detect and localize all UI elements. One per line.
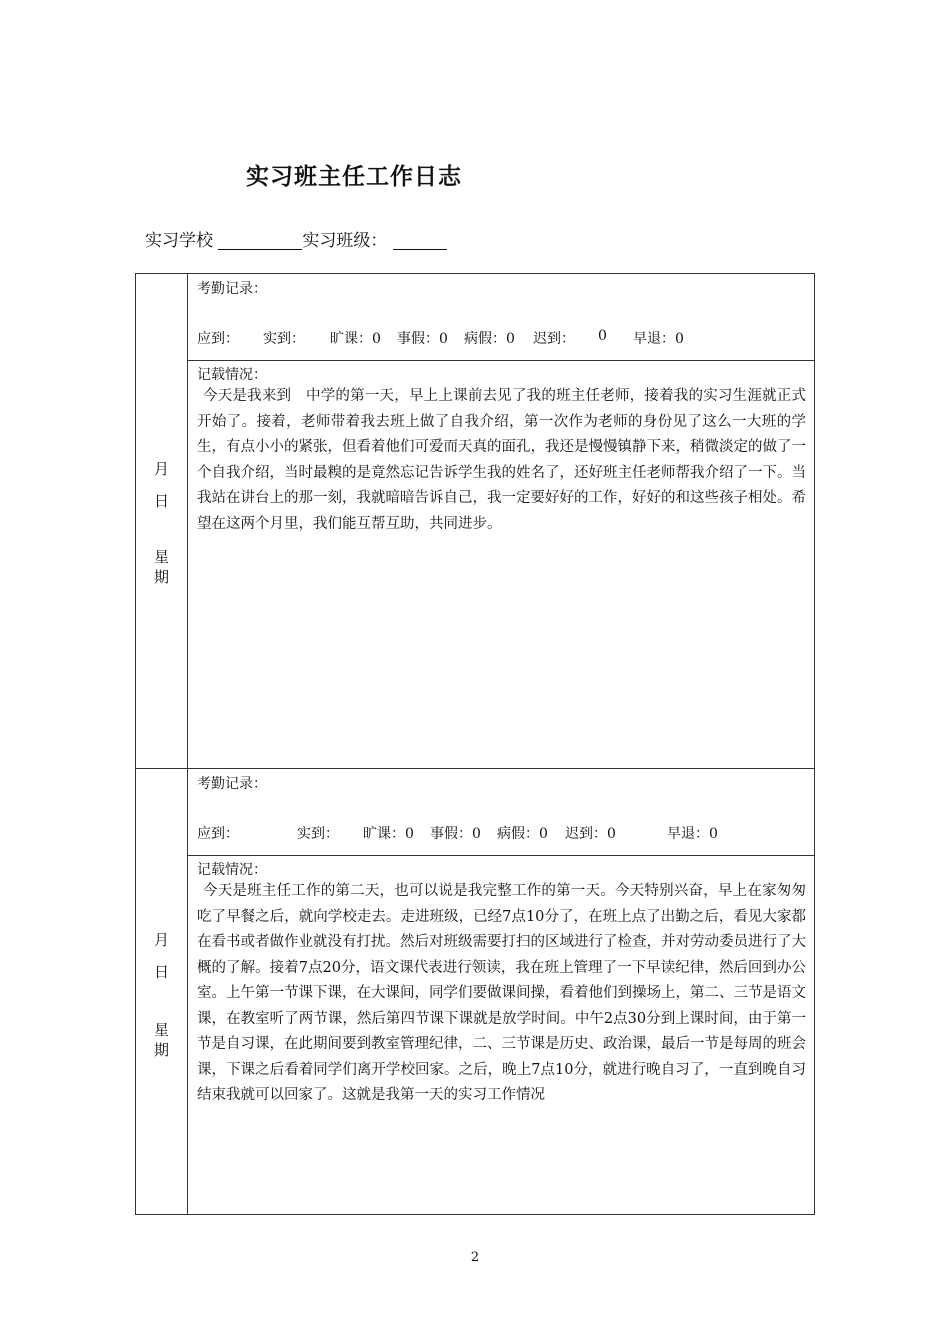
attendance-late: 迟到：0: [565, 826, 616, 842]
record-text: 今天是我来到 中学的第一天，早上上课前去见了我的班主任老师，接着我的实习生涯就正式开始了。接着，老师带着我去班上做了自我介绍，第一次作为老师的身份见了这么一大班的学生，有点小小的紧张，但看着他们可爱而天真的面孔，我还是慢慢镇静下来，稍微淡定的做了一个自我介绍，当时最糗的是竟然忘记告诉学生我的姓名了，还好班主任老师帮我介绍了一下。当我站在讲台上的那一刻，我就暗暗告诉自己，我一定要好好的工作，好好的和这些孩子相处。希望在这两个月里，我们能互帮互助，共同进步。: [197, 388, 806, 532]
attendance-sick-leave: 病假：0: [464, 331, 515, 347]
month-label: 月: [153, 931, 169, 949]
day-label: 日: [153, 963, 169, 981]
attendance-expected: 应到：: [197, 331, 239, 347]
class-blank: [393, 231, 447, 250]
date-column: [136, 274, 188, 768]
attendance-personal-leave: 事假：0: [397, 331, 448, 347]
attendance-late-value: 0: [598, 328, 607, 344]
record-text: 今天是班主任工作的第二天，也可以说是我完整工作的第一天。今天特别兴奋，早上在家匆匆吃了早餐之后，就向学校走去。走进班级，已经7点10分了，在班上点了出勤之后，看见大家都在看书或者做作业就没有打扰。然后对班级需要打扫的区域进行了检查，并对劳动委员进行了大概的了解。接着7点20分，语文课代表进行领读，我在班上管理了一下早读纪律，然后回到办公室。上午第一节课下课，在大课间，同学们要做课间操，看着他们到操场上，第二、三节是语文课，在教室听了两节课，然后第四节课下课就是放学时间。中午2点30分到上课时间，由于第一节是自习课，在此期间要到教室管理纪律，二、三节课是历史、政治课，最后一节是每周的班会课，下课之后看着同学们离开学校回家。之后，晚上7点10分，就进行晚自习了，一直到晚自习结束我就可以回家了。这就是我第一天的实习工作情况: [197, 883, 806, 1103]
weekday-label-2: 期: [153, 1041, 169, 1059]
school-blank: [218, 231, 302, 250]
weekday-label-2: 期: [153, 568, 169, 586]
attendance-present: 实到：: [297, 826, 339, 842]
school-class-line: [145, 226, 447, 251]
attendance-present: 实到：: [263, 331, 305, 347]
attendance-absent: 旷课：0: [330, 331, 381, 347]
school-label: 实习学校: [145, 231, 213, 251]
attendance-cell: [187, 274, 814, 361]
attendance-late: 迟到：: [533, 331, 575, 347]
weekday-label-1: 星: [153, 548, 169, 566]
record-label: 记载情况：: [197, 862, 267, 878]
attendance-label: 考勤记录：: [197, 281, 267, 297]
weekday-label-1: 星: [153, 1021, 169, 1039]
record-label: 记载情况：: [197, 367, 267, 383]
page-title: 实习班主任工作日志: [246, 163, 462, 190]
day-label: 日: [153, 492, 169, 510]
date-column: [136, 769, 188, 1214]
attendance-early-leave: 早退：0: [633, 331, 684, 347]
log-entry: [135, 273, 815, 769]
attendance-early-leave: 早退：0: [667, 826, 718, 842]
record-cell: [187, 360, 814, 768]
page-number: 2: [470, 1250, 480, 1265]
attendance-cell: [187, 769, 814, 856]
month-label: 月: [153, 460, 169, 478]
attendance-personal-leave: 事假：0: [430, 826, 481, 842]
class-label: 实习班级：: [302, 231, 388, 251]
record-cell: [187, 855, 814, 1214]
attendance-expected: 应到：: [197, 826, 239, 842]
attendance-absent: 旷课：0: [363, 826, 414, 842]
log-entry: [135, 768, 815, 1215]
attendance-sick-leave: 病假：0: [497, 826, 548, 842]
attendance-label: 考勤记录：: [197, 776, 267, 792]
